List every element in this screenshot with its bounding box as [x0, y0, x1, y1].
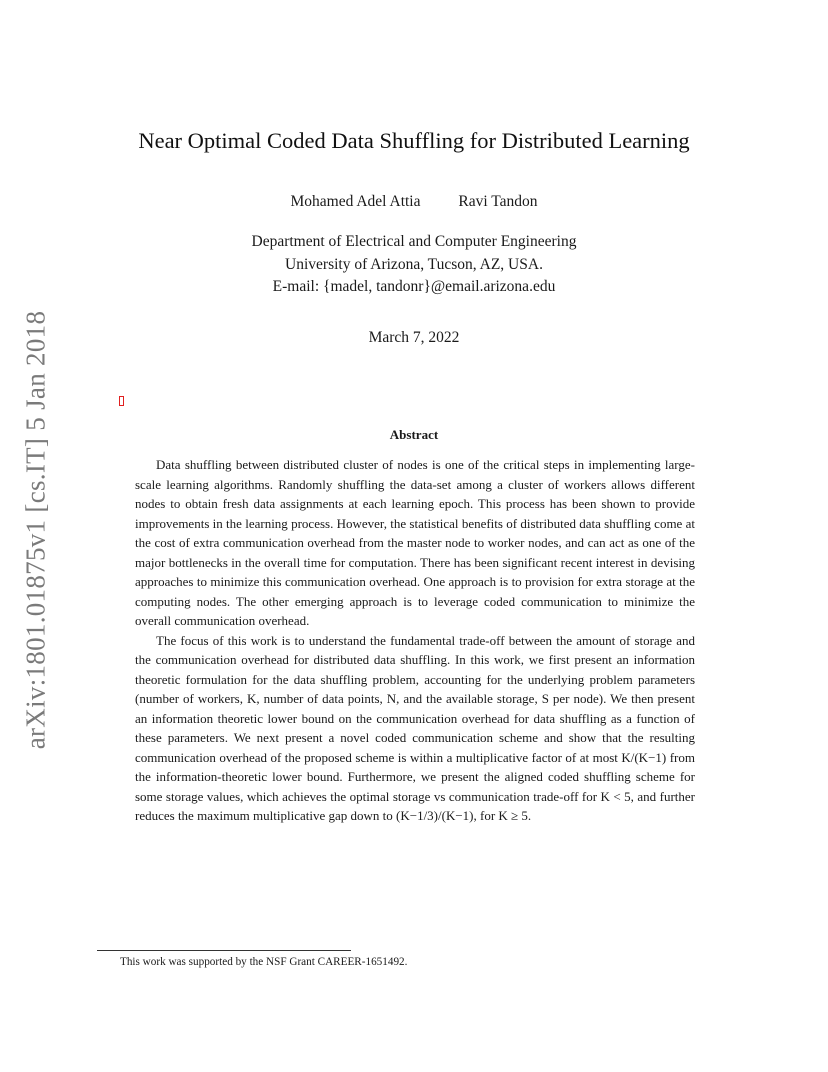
abstract-body [135, 455, 695, 826]
arxiv-stamp: arXiv:1801.01875v1 [cs.IT] 5 Jan 2018 [20, 310, 51, 750]
paper-date: March 7, 2022 [368, 329, 460, 346]
abstract-paragraph: Data shuffling between distributed cluster of nodes is one of the critical steps in implementing large-scale learning algorithms. Randomly shuffling the data-set among a cluster of workers allows different nodes to obtain fresh data assignments at each learning epoch. This process has been shown to provide improvements in the learning process. However, the statistical benefits of distributed data shuffling come at the cost of extra communication overhead from the master node to worker nodes, and can act as one of the major bottlenecks in the overall time for computation. There has been significant recent interest in devising approaches to minimize this communication overhead. One approach is to provision for extra storage at the computing nodes. The other emerging approach is to leverage coded communication to minimize the overall communication overhead. [135, 457, 695, 628]
affiliation [0, 231, 828, 299]
abstract-heading: Abstract [389, 427, 439, 442]
paper-title: Near Optimal Coded Data Shuffling for Distributed Learning [138, 128, 690, 153]
footnote: This work was supported by the NSF Grant CAREER-1651492. [120, 956, 408, 968]
footnote-divider [97, 950, 351, 951]
department: Department of Electrical and Computer Engineering [251, 233, 577, 250]
author-name: Mohamed Adel Attia [290, 193, 421, 210]
author-name: Ravi Tandon [458, 193, 538, 210]
author-list [0, 193, 828, 211]
red-marker [119, 396, 124, 406]
abstract-paragraph: The focus of this work is to understand the fundamental trade-off between the amount of storage and the communication overhead for distributed data shuffling. In this work, we first present an information theoretic formulation for the data shuffling problem, accounting for the underlying problem parameters (number of workers, K, number of data points, N, and the available storage, S per node). We then present an information theoretic lower bound on the communication overhead for data shuffling as a function of these parameters. We next present a novel coded communication scheme and show that the resulting communication overhead of the proposed scheme is within a multiplicative factor of at most K/(K−1) from the information-theoretic lower bound. Furthermore, we present the aligned coded shuffling scheme for some storage values, which achieves the optimal storage vs communication trade-off for K < 5, and further reduces the maximum multiplicative gap down to (K−1/3)/(K−1), for K ≥ 5. [135, 632, 695, 823]
university: University of Arizona, Tucson, AZ, USA. [285, 255, 543, 273]
email: E-mail: {madel, tandonr}@email.arizona.edu [272, 278, 556, 295]
